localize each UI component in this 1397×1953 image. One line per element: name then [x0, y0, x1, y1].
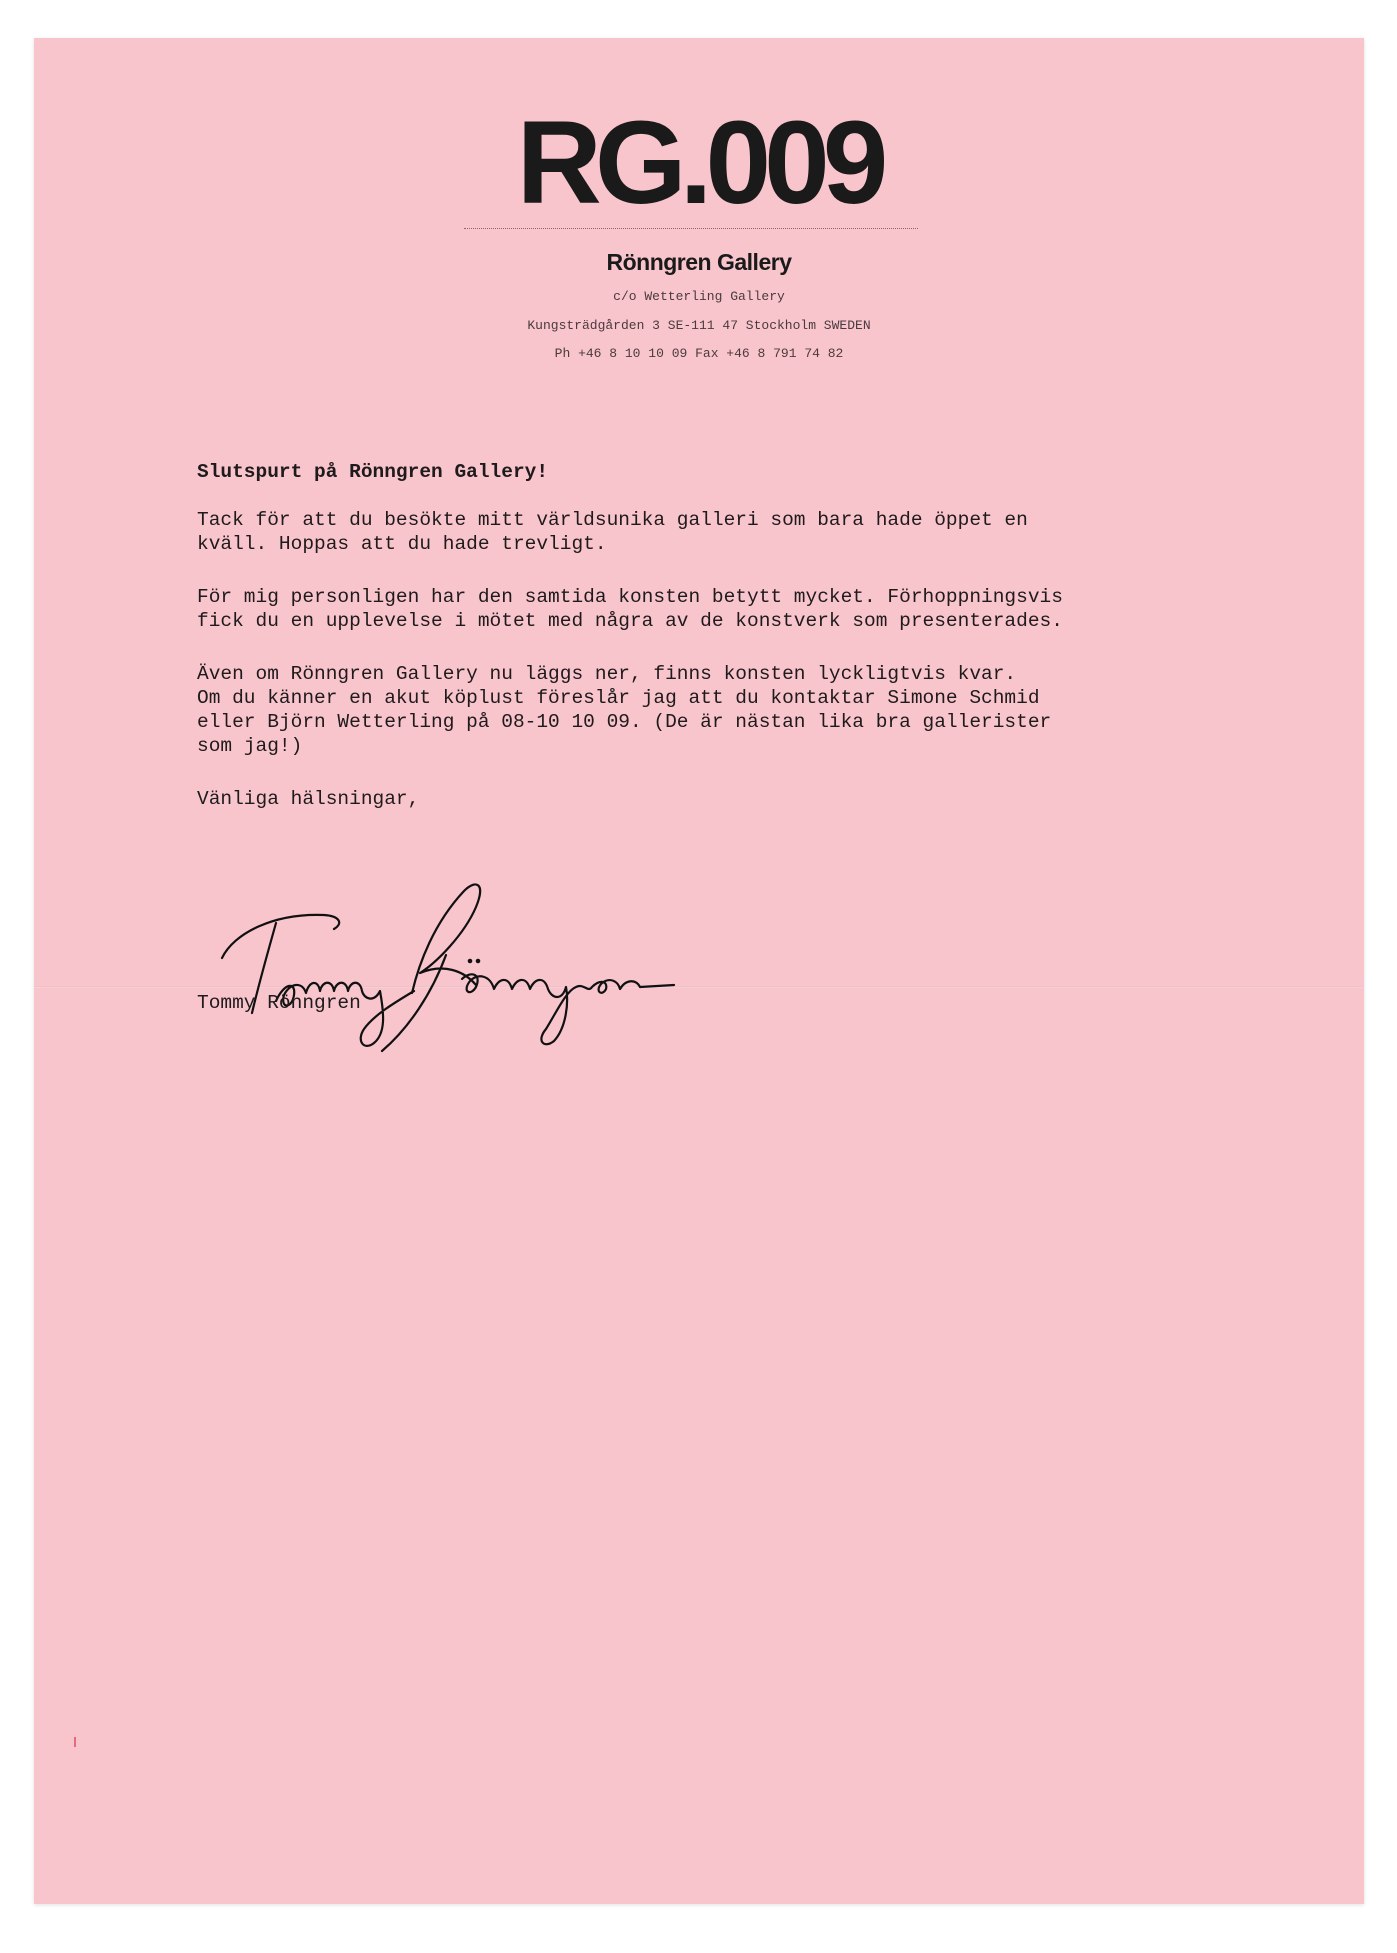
letter-sheet [34, 38, 1364, 1904]
letter-paragraph-1: Tack för att du besökte mitt världsunika galleri som bara hade öppet en kväll. Hoppas att du hade trevligt. [197, 509, 1028, 555]
gallery-name: Rönngren Gallery [606, 249, 792, 275]
signatory-name: Tommy Rönngren [197, 992, 361, 1014]
handwritten-signature [214, 863, 734, 1053]
letter-paragraph-2: För mig personligen har den samtida konsten betytt mycket. Förhoppningsvis fick du en upplevelse i mötet med några av de konstverk som presenterades. [197, 586, 1063, 632]
gallery-logo: RG.009 [516, 97, 882, 229]
letter-paragraph-3: Även om Rönngren Gallery nu läggs ner, finns konsten lyckligtvis kvar. Om du känner en akut köplust föreslår jag att du kontaktar Simone Schmid eller Björn Wetterling på 08-10 10 09. (De är nästan lika bra gallerister som jag!) [197, 663, 1052, 757]
letter-closing: Vänliga hälsningar, [197, 788, 420, 810]
letterhead-divider [464, 228, 918, 229]
letter-body [197, 460, 1217, 840]
care-of-line: c/o Wetterling Gallery [613, 289, 785, 304]
phone-fax-line: Ph +46 8 10 10 09 Fax +46 8 791 74 82 [554, 346, 844, 361]
letter-heading: Slutspurt på Rönngren Gallery! [197, 461, 549, 483]
address-line: Kungsträdgården 3 SE-111 47 Stockholm SWEDEN [527, 318, 871, 333]
red-ink-mark [74, 1737, 76, 1747]
